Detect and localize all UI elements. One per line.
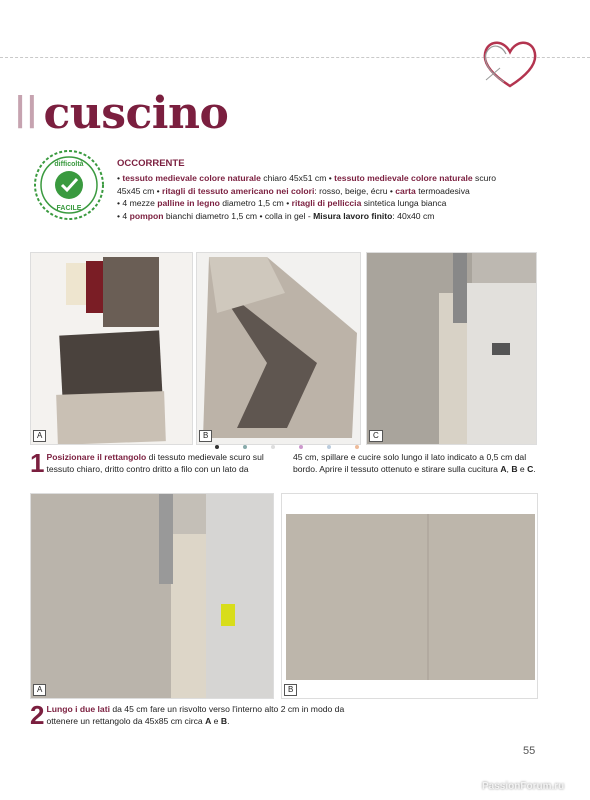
step-1-text-1: di tessuto medievale scuro sul tessuto chiaro, dritto contro dritto a filo con un lato da [46,452,264,474]
sewing-machine-image [367,253,537,445]
step-2-bold: Lungo i due lati [46,704,110,714]
photo-1b-label: B [199,430,212,442]
page-number: 55 [523,745,536,757]
photo-2a-label: A [33,684,46,696]
step-2-number: 2 [30,700,45,730]
step-2-text: 2 Lungo i due lati da 45 cm fare un risvolto verso l'interno alto 2 cm in modo da ottenere un rettangolo da 45x85 cm circa A e B. [30,700,345,730]
page-title [14,88,228,139]
step-1-col-2: 45 cm, spillare e cucire solo lungo il lato indicato a 0,5 cm dal bordo. Aprire il tessuto ottenuto e stirare sulla cucitura A, B e C. [293,452,536,474]
photo-2b [281,493,538,699]
step-1-text-2: 45 cm, spillare e cucire solo lungo il lato indicato a 0,5 cm dal bordo. Aprire il tessuto ottenuto e stirare sulla cucitura [293,452,527,474]
heart-icon [478,34,542,92]
requirements-line-3: • 4 mezze palline in legno diametro 1,5 cm • ritagli di pelliccia sintetica lunga bianca [117,198,447,209]
photo-2a [30,493,274,699]
pinned-fabric-image [197,253,361,445]
photo-1c [366,252,537,445]
photo-1a [30,252,193,445]
photo-1c-label: C [369,430,383,442]
badge-bottom-label: FACILE [56,205,82,212]
requirements-heading: OCCORRENTE [117,158,185,169]
requirements-block [117,158,537,223]
hem-sewing-image [31,494,274,699]
requirements-line-1: • tessuto medievale colore naturale chiaro 45x51 cm • tessuto medievale colore naturale scuro [117,172,497,183]
fabric-stack-image [31,253,193,445]
step-1-bold: Posizionare il rettangolo [46,452,147,462]
photo-1a-label: A [33,430,46,442]
badge-top-label: difficoltà [54,161,84,168]
folded-fabric-image [282,494,538,699]
step-1-col-1 [30,448,278,478]
title-bars: ll [14,88,38,139]
photo-2b-label: B [284,684,297,696]
requirements-line-4: • 4 pompon bianchi diametro 1,5 cm • colla in gel - Misura lavoro finito: 40x40 cm [117,211,435,222]
difficulty-badge-icon [32,148,106,222]
step-1-number: 1 [30,448,45,478]
photo-1b [196,252,361,445]
title-word: cuscino [43,88,229,139]
requirements-line-2: 45x45 cm • ritagli di tessuto americano nei colori: rosso, beige, écru • carta termoadesiva [117,185,470,196]
watermark: PassionForum.ru [482,781,565,792]
